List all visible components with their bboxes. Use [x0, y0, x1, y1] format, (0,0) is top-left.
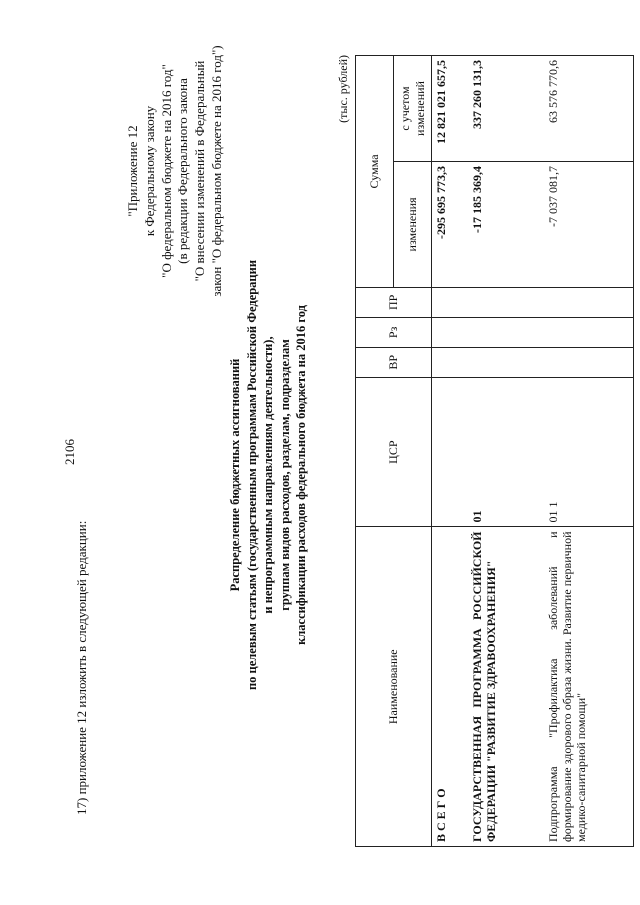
row-name: Подпрограмма "Профилактика заболеваний и формирование здорового образа жизни. Развитие первичной медико-санитарной помощи" — [544, 527, 634, 847]
row-rz — [432, 317, 468, 347]
header-sum: Сумма — [356, 56, 394, 288]
row-with-change: 337 260 131,3 — [468, 56, 544, 162]
title-line: и непрограммным направлениям деятельности), — [261, 336, 275, 614]
appendix-line: "О внесении изменений в Федеральный — [192, 60, 208, 282]
appendix-line: (в редакции Федерального закона — [175, 78, 191, 264]
header-change: изменения — [394, 162, 432, 288]
appendix-line: "Приложение 12 — [125, 125, 140, 217]
row-vr — [544, 347, 634, 377]
page-number: 2106 — [62, 439, 77, 465]
row-vr — [468, 347, 544, 377]
appendix-line: закон "О федеральном бюджете на 2016 год") — [208, 45, 224, 297]
units-label: (тыс. рублей) — [336, 55, 350, 123]
row-csr — [432, 377, 468, 527]
header-with-change: с учетом изменений — [394, 56, 432, 162]
row-pr — [544, 287, 634, 317]
header-csr: ЦСР — [356, 377, 432, 527]
title-line: группам видов расходов, разделам, подразделам — [277, 339, 292, 611]
row-pr — [468, 287, 544, 317]
row-with-change: 63 576 770,6 — [544, 56, 634, 162]
header-pr: ПР — [356, 287, 432, 317]
header-name: Наименование — [356, 527, 432, 847]
row-csr: 01 — [468, 377, 544, 527]
row-with-change: 12 821 021 657,5 — [432, 56, 468, 162]
header-rz: Рз — [356, 317, 432, 347]
row-change: -7 037 081,7 — [544, 162, 634, 288]
row-change: -295 695 773,3 — [432, 162, 468, 288]
appendix-line: "О федеральном бюджете на 2016 год" — [158, 64, 174, 278]
appendix-line: к Федеральному закону — [141, 105, 157, 237]
row-pr — [432, 287, 468, 317]
row-rz — [468, 317, 544, 347]
row-name: ГОСУДАРСТВЕННАЯ ПРОГРАММА РОССИЙСКОЙ ФЕДЕРАЦИИ "РАЗВИТИЕ ЗДРАВООХРАНЕНИЯ" — [468, 527, 544, 847]
row-change: -17 185 369,4 — [468, 162, 544, 288]
budget-table — [355, 55, 634, 847]
row-rz — [544, 317, 634, 347]
title-line: по целевым статьям (государственным программам Российской Федерации — [244, 259, 259, 691]
row-vr — [432, 347, 468, 377]
title-line: Распределение бюджетных ассигнований — [228, 358, 242, 592]
row-csr: 01 1 — [544, 377, 634, 527]
intro-text: 17) приложение 12 изложить в следующей редакции: — [74, 520, 89, 815]
row-name: В С Е Г О — [432, 527, 468, 847]
document-title — [227, 145, 310, 805]
appendix-header — [125, 11, 226, 331]
title-line: классификации расходов федерального бюджета на 2016 год — [294, 305, 308, 645]
header-vr: ВР — [356, 347, 432, 377]
